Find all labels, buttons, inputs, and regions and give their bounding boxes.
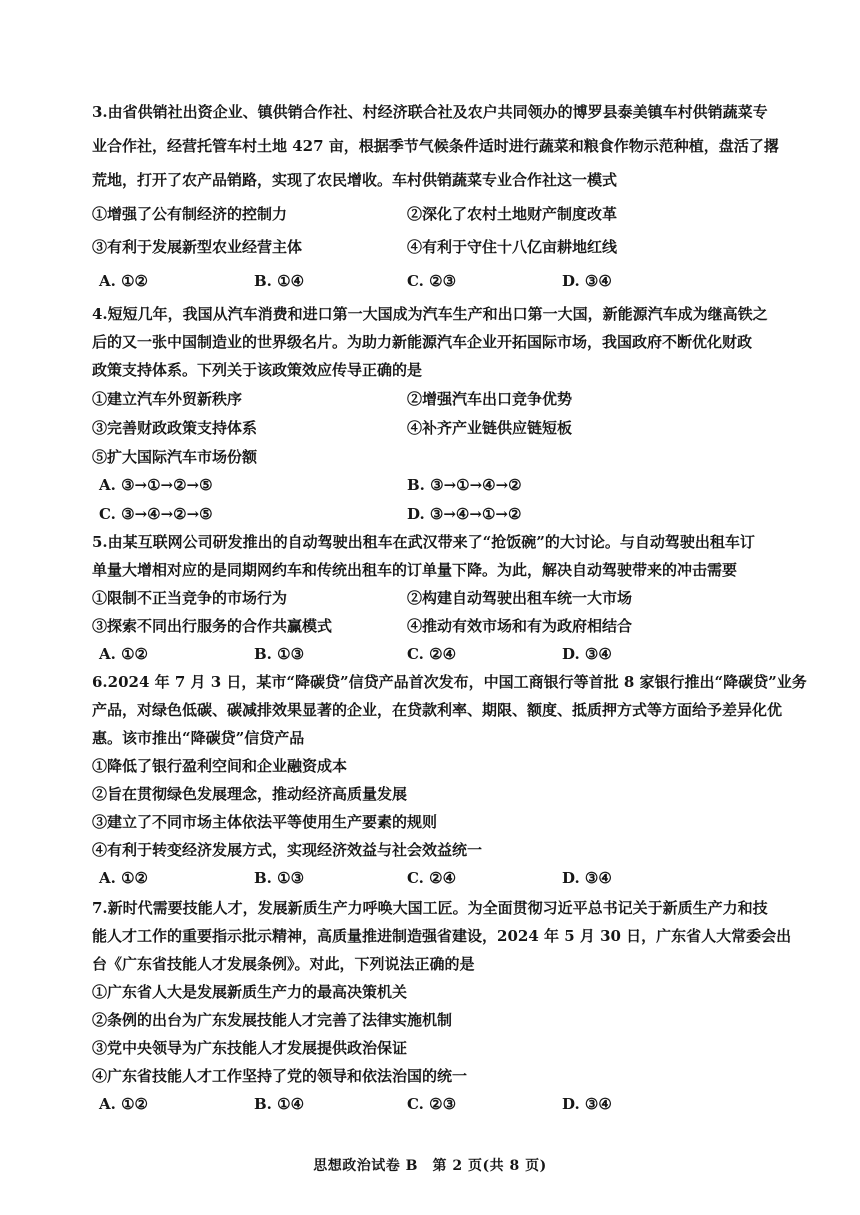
- question-6-option: ①降低了银行盈利空间和企业融资成本: [92, 757, 348, 775]
- question-4-answer-c: C. ③→④→②→⑤: [99, 505, 213, 523]
- question-6-option: ③建立了不同市场主体依法平等使用生产要素的规则: [92, 813, 438, 831]
- question-4-option: ③完善财政政策支持体系: [92, 419, 258, 437]
- question-5-stem-line: 5.由某互联网公司研发推出的自动驾驶出租车在武汉带来了“抢饭碗”的大讨论。与自动驾驶出租车订: [92, 533, 755, 551]
- question-3-answer-b: B. ①④: [254, 272, 305, 290]
- question-4-option: ⑤扩大国际汽车市场份额: [92, 448, 258, 466]
- question-3-option: ④有利于守住十八亿亩耕地红线: [407, 238, 618, 256]
- question-7-answer-c: C. ②③: [407, 1095, 457, 1113]
- page-footer: 思想政治试卷 B 第 2 页(共 8 页): [313, 1158, 547, 1174]
- question-3-option: ①增强了公有制经济的控制力: [92, 205, 288, 223]
- question-3-answer-c: C. ②③: [407, 272, 457, 290]
- question-3-option: ③有利于发展新型农业经营主体: [92, 238, 303, 256]
- question-4-option: ④补齐产业链供应链短板: [407, 419, 573, 437]
- question-5-option: ①限制不正当竞争的市场行为: [92, 589, 288, 607]
- question-5-option: ②构建自动驾驶出租车统一大市场: [407, 589, 633, 607]
- question-3-stem-line: 荒地，打开了农产品销路，实现了农民增收。车村供销蔬菜专业合作社这一模式: [92, 171, 618, 189]
- question-4-answer-b: B. ③→①→④→②: [407, 476, 522, 494]
- question-7-answer-a: A. ①②: [99, 1095, 148, 1113]
- question-3-option: ②深化了农村土地财产制度改革: [407, 205, 618, 223]
- question-4-stem-line: 4.短短几年，我国从汽车消费和进口第一大国成为汽车生产和出口第一大国，新能源汽车成为继高铁之: [92, 305, 768, 323]
- question-5-option: ③探索不同出行服务的合作共赢模式: [92, 617, 333, 635]
- question-6-stem-line: 产品，对绿色低碳、碳减排效果显著的企业，在贷款利率、期限、额度、抵质押方式等方面给予差异化优: [92, 701, 783, 719]
- question-6-option: ②旨在贯彻绿色发展理念，推动经济高质量发展: [92, 785, 408, 803]
- question-5-answer-a: A. ①②: [99, 645, 148, 663]
- question-7-option: ④广东省技能人才工作坚持了党的领导和依法治国的统一: [92, 1067, 468, 1085]
- question-7-stem-line: 能人才工作的重要指示批示精神，高质量推进制造强省建设，2024 年 5 月 30 日，广东省人大常委会出: [92, 927, 792, 945]
- question-3-answer-d: D. ③④: [562, 272, 612, 290]
- question-3-stem-line: 3.由省供销社出资企业、镇供销合作社、村经济联合社及农户共同领办的博罗县泰美镇车村供销蔬菜专: [92, 103, 768, 121]
- question-5-answer-d: D. ③④: [562, 645, 612, 663]
- question-5-answer-b: B. ①③: [254, 645, 305, 663]
- question-7-option: ①广东省人大是发展新质生产力的最高决策机关: [92, 983, 408, 1001]
- question-7-stem-line: 7.新时代需要技能人才，发展新质生产力呼唤大国工匠。为全面贯彻习近平总书记关于新质生产力和技: [92, 899, 768, 917]
- question-4-answer-d: D. ③→④→①→②: [407, 505, 522, 523]
- question-4-option: ②增强汽车出口竞争优势: [407, 390, 573, 408]
- question-7-stem-line: 台《广东省技能人才发展条例》。对此，下列说法正确的是: [92, 955, 475, 973]
- question-4-answer-a: A. ③→①→②→⑤: [99, 476, 213, 494]
- question-7-option: ③党中央领导为广东技能人才发展提供政治保证: [92, 1039, 408, 1057]
- question-4-stem-line: 后的又一张中国制造业的世界级名片。为助力新能源汽车企业开拓国际市场，我国政府不断优化财政: [92, 333, 753, 351]
- question-5-answer-c: C. ②④: [407, 645, 457, 663]
- question-6-option: ④有利于转变经济发展方式，实现经济效益与社会效益统一: [92, 841, 483, 859]
- question-4-stem-line: 政策支持体系。下列关于该政策效应传导正确的是: [92, 361, 423, 379]
- question-6-stem-line: 惠。该市推出“降碳贷”信贷产品: [92, 729, 305, 747]
- question-6-answer-b: B. ①③: [254, 869, 305, 887]
- question-5-stem-line: 单量大增相对应的是同期网约车和传统出租车的订单量下降。为此，解决自动驾驶带来的冲击需要: [92, 561, 738, 579]
- question-7-answer-b: B. ①④: [254, 1095, 305, 1113]
- question-3-stem-line: 业合作社，经营托管车村土地 427 亩，根据季节气候条件适时进行蔬菜和粮食作物示范种植，盘活了撂: [92, 137, 779, 155]
- question-6-answer-a: A. ①②: [99, 869, 148, 887]
- question-6-answer-d: D. ③④: [562, 869, 612, 887]
- question-7-option: ②条例的出台为广东发展技能人才完善了法律实施机制: [92, 1011, 453, 1029]
- question-4-option: ①建立汽车外贸新秩序: [92, 390, 243, 408]
- question-7-answer-d: D. ③④: [562, 1095, 612, 1113]
- question-6-answer-c: C. ②④: [407, 869, 457, 887]
- question-3-answer-a: A. ①②: [99, 272, 148, 290]
- question-6-stem-line: 6.2024 年 7 月 3 日，某市“降碳贷”信贷产品首次发布，中国工商银行等首批 8 家银行推出“降碳贷”业务: [92, 673, 807, 691]
- question-5-option: ④推动有效市场和有为政府相结合: [407, 617, 633, 635]
